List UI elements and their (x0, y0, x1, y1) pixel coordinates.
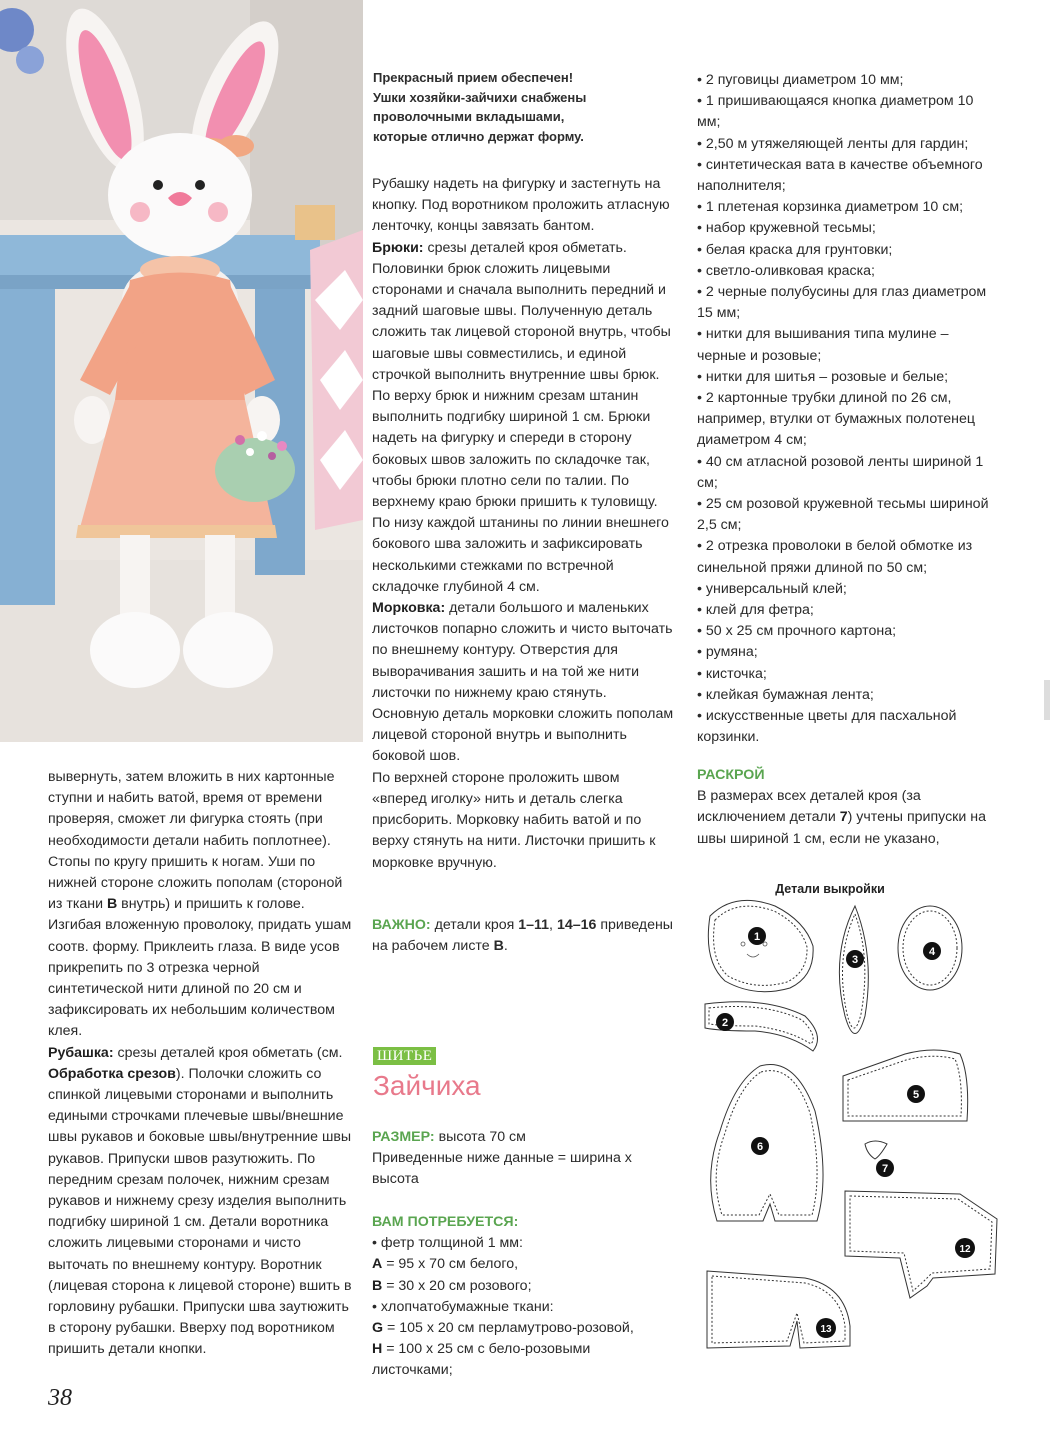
material-item: • кисточка; (697, 665, 767, 682)
material-item: • 2,50 м утяжеляющей ленты для гардин; (697, 135, 969, 152)
bunny-illustration (0, 0, 363, 742)
material-item: В = 30 х 20 см розового; (372, 1277, 532, 1294)
material-item: • фетр толщиной 1 мм: (372, 1235, 523, 1252)
material-item: • 2 черные полубусины для глаз диаметром 15 мм; (697, 284, 987, 322)
material-item: H = 100 х 25 см с бело-розовыми листочками; (372, 1341, 591, 1379)
material-item: • универсальный клей; (697, 580, 847, 597)
left-column (48, 767, 356, 1361)
materials-heading: ВАМ ПОТРЕБУЕТСЯ: (372, 1214, 519, 1230)
material-item: • 50 х 25 см прочного картона; (697, 623, 897, 640)
shirt-label: Рубашка: (48, 1044, 114, 1061)
caption-line: Ушки хозяйки-зайчихи снабжены (373, 89, 587, 105)
material-item: • 2 пуговицы диаметром 10 мм; (697, 72, 904, 88)
material-item: • 1 пришивающаяся кнопка диаметром 10 мм; (697, 93, 974, 131)
carrot-paragraph: Морковка: детали большого и маленьких листочков попарно сложить и чисто выточать по внешнему контуру. Отверстия для выворачивания зашить и на той же нити листочки по нижнему краю стянуть. Основную деталь морковки сложить пополам лицевой стороной внутрь и выполнить боковой шов. (372, 600, 674, 765)
material-item: • светло-оливковая краска; (697, 262, 875, 279)
section-tag: ШИТЬЕ (373, 1047, 436, 1065)
size-label: РАЗМЕР: (372, 1129, 435, 1145)
caption-line: которые отлично держат форму. (373, 128, 584, 144)
material-item: • 2 картонные трубки длиной по 26 см, например, втулки от бумажных полотенец диаметром 4 см; (697, 390, 975, 449)
edge-finishing-link: Обработка срезов (48, 1065, 176, 1082)
material-item: • 2 отрезка проволоки в белой обмотке из синельной пряжи длиной по 50 см; (697, 538, 973, 576)
material-item: • нитки для шитья – розовые и белые; (697, 368, 949, 385)
important-note: ВАЖНО: детали кроя 1–11, 14–16 приведены на рабочем листе В. (372, 917, 673, 955)
material-item: • клей для фетра; (697, 602, 814, 619)
page-number: 38 (48, 1385, 72, 1411)
carrot-label: Морковка: (372, 600, 446, 617)
cutting-text: В размерах всех деталей кроя (за исключением детали 7) учтены припуски на швы шириной 1 см, если не указано, (697, 788, 986, 847)
material-item: • искусственные цветы для пасхальной корзинки. (697, 708, 957, 746)
pattern-diagram (695, 876, 1005, 1356)
shirt-finish-paragraph: Рубашку надеть на фигурку и застегнуть на кнопку. Под воротником проложить атласную ленточку, концы завязать бантом. (372, 176, 670, 235)
page-edge-tab (1044, 680, 1050, 720)
important-label: ВАЖНО: (372, 917, 431, 933)
cutting-heading: РАСКРОЙ (697, 767, 765, 783)
photo-caption (373, 68, 673, 146)
feet-ears-paragraph: вывернуть, затем вложить в них картонные ступни и набить ватой, время от времени проверяя, сможет ли фигурка стоять (при необходимости детали набить поплотнее). Стопы по кругу пришить к ногам. Уши по нижней стороне сложить пополам (стороной из ткани В внутрь) и пришить к голове. Изгибая вложенную проволоку, придать ушам соотв. форму. Приклеить глаза. В виде усов прикрепить по 3 отрезка черной синтетической нити длиной по 20 см и зафиксировать их небольшим количеством клея. (48, 769, 352, 1040)
materials-block (372, 1212, 674, 1382)
piece-label-12: 12 (959, 1244, 971, 1255)
bunny-photo (0, 0, 363, 742)
material-item: • 25 см розовой кружевной тесьмы шириной 2,5 см; (697, 496, 989, 534)
material-item: G = 105 х 20 см перламутрово-розовой, (372, 1320, 634, 1337)
piece-label-5: 5 (912, 1089, 920, 1101)
piece-label-6: 6 (756, 1141, 764, 1153)
pants-label: Брюки: (372, 239, 424, 256)
carrot-paragraph-2: По верхней стороне проложить швом «вперед иголку» нить и деталь слегка присборить. Морковку набить ватой и по верху стянуть на нити. Листочки пришить к морковке вручную. (372, 769, 656, 871)
pants-paragraph: Брюки: срезы деталей кроя обметать. Половинки брюк сложить лицевыми сторонами и сначала выполнить передний и задний шаговые швы. Полученную деталь сложить так лицевой стороной внутрь, чтобы шаговые швы совместились, и единой строчкой выполнить внутренние швы брюк. По верху брюк и нижним срезам штанин выполнить подгибку шириной 1 см. Брюки надеть на фигурку и спереди в сторону боковых швов заложить по складочке так, чтобы брюки плотно сели по талии. По верхнему краю брюки пришить к туловищу. По низу каждой штанины по линии внешнего бокового шва заложить и зафиксировать несколькими стежками по встречной складочке глубиной 4 см. (372, 239, 671, 595)
material-item: • нитки для вышивания типа мулине – черные и розовые; (697, 326, 949, 364)
piece-label-2: 2 (721, 1017, 729, 1029)
caption-line: Прекрасный прием обеспечен! (373, 70, 574, 85)
size-note: Приведенные ниже данные = ширина х высота (372, 1150, 632, 1188)
project-title: Зайчиха (373, 1070, 481, 1101)
materials-list (697, 70, 997, 749)
piece-label-4: 4 (928, 946, 936, 958)
piece-label-1: 1 (753, 931, 761, 943)
material-item: • хлопчатобумажные ткани: (372, 1298, 554, 1315)
material-item: • набор кружевной тесьмы; (697, 220, 876, 237)
material-item: • клейкая бумажная лента; (697, 686, 874, 703)
caption-line: проволочными вкладышами, (373, 109, 565, 124)
material-item: А = 95 х 70 см белого, (372, 1256, 519, 1273)
piece-label-7: 7 (881, 1163, 889, 1175)
middle-column (372, 174, 674, 874)
pattern-pieces (695, 876, 1005, 1356)
material-item: • белая краска для грунтовки; (697, 241, 893, 258)
shirt-paragraph: Рубашка: срезы деталей кроя обметать (см. Обработка срезов). Полочки сложить со спинкой лицевыми сторонами и выполнить едиными строчками плечевые швы/внешние швы рукавов и боковые швы/внутренние швы рукавов. Припуски швов разутюжить. По передним срезам полочек, нижним срезам рукавов и нижнему срезу изделия выполнить подгибку шириной 1 см. Детали воротника сложить лицевыми сторонами и чисто выточать по внешнему контуру. Воротник (лицевая сторона к лицевой стороне) вшить в горловину рубашки. Припуски шва заутюжить в сторону рубашки. Вверху под воротником пришить детали кнопки. (48, 1044, 352, 1358)
size-block: РАЗМЕР: высота 70 см Приведенные ниже данные = ширина х высота (372, 1127, 674, 1191)
pattern-title: Детали выкройки (775, 882, 885, 896)
piece-label-3: 3 (851, 954, 859, 966)
cutting-block (697, 765, 997, 850)
material-item: • синтетическая вата в качестве объемного наполнителя; (697, 156, 983, 195)
material-item: • 1 плетеная корзинка диаметром 10 см; (697, 199, 964, 216)
material-item: • 40 см атласной розовой ленты шириной 1 см; (697, 453, 984, 491)
piece-label-13: 13 (820, 1324, 832, 1335)
material-item: • румяна; (697, 644, 758, 661)
